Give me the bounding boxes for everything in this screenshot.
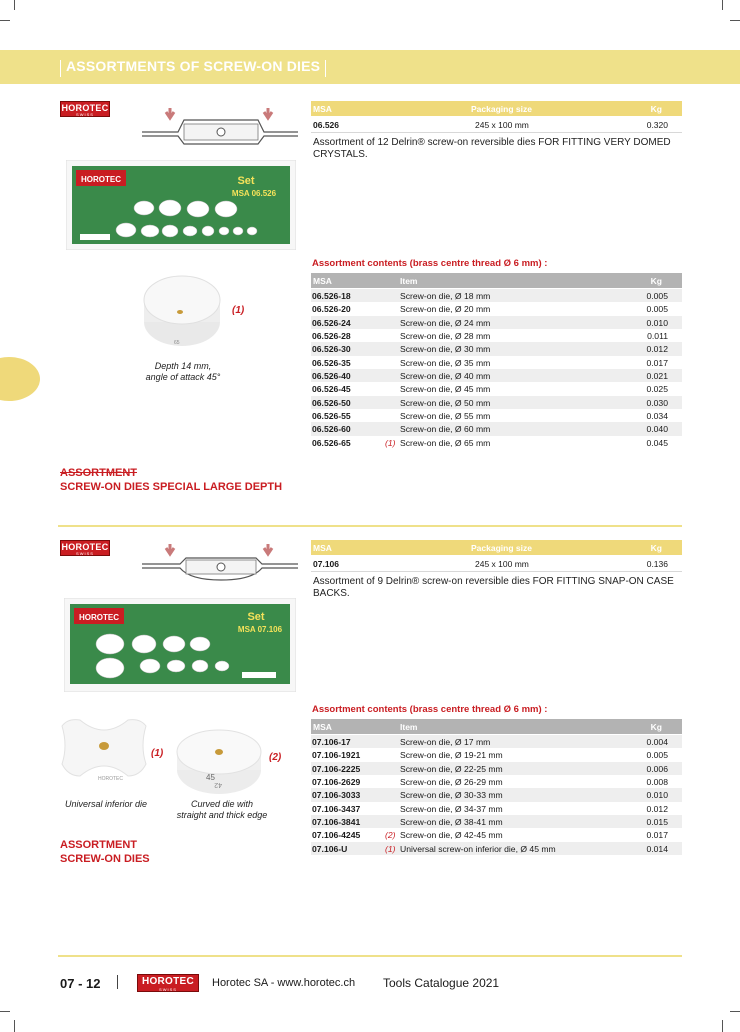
item-note: (1) <box>385 437 396 448</box>
item-description: Screw-on die, Ø 28 mm <box>400 330 491 341</box>
item-weight: 0.006 <box>646 763 668 774</box>
case-press-diagram <box>140 98 300 150</box>
footer-separator <box>117 975 118 989</box>
item-weight: 0.004 <box>646 737 668 747</box>
section-label: ASSORTMENT SCREW-ON DIES <box>60 839 150 865</box>
svg-text:45: 45 <box>206 773 215 782</box>
item-code: 07.106-17 <box>312 737 351 747</box>
item-code: 06.526-24 <box>312 317 351 328</box>
section-divider <box>58 525 682 527</box>
svg-text:MSA 07.106: MSA 07.106 <box>237 625 283 634</box>
item-description: Screw-on die, Ø 38-41 mm <box>400 816 503 827</box>
item-description: Screw-on die, Ø 60 mm <box>400 424 491 435</box>
item-code: 06.526-35 <box>312 357 351 368</box>
item-code: 06.526-18 <box>312 291 351 301</box>
item-code: 06.526-40 <box>312 370 351 381</box>
item-description: Screw-on die, Ø 30-33 mm <box>400 790 503 801</box>
item-weight: 0.011 <box>647 330 668 341</box>
item-weight: 0.045 <box>646 437 668 448</box>
item-code: 07.106-2629 <box>312 776 361 787</box>
page-number: 07 - 12 <box>60 976 101 991</box>
callout-1: (1) <box>232 305 245 316</box>
item-code: 07.106-U <box>312 843 348 854</box>
item-weight: 0.012 <box>646 344 668 355</box>
footer-catalogue: Tools Catalogue 2021 <box>383 976 500 990</box>
item-weight: 0.005 <box>646 750 668 761</box>
item-code: 07.106-1921 <box>312 750 361 761</box>
item-code: 06.526-45 <box>312 384 351 395</box>
table-row <box>311 422 682 435</box>
horotec-logo: HOROTEC SWISS <box>61 542 109 556</box>
universal-die-caption: Universal inferior die <box>64 799 148 809</box>
table-row <box>311 316 682 329</box>
item-note: (1) <box>385 843 396 854</box>
table-row <box>311 409 682 422</box>
table-row <box>311 802 682 815</box>
packaging-table-header: MSA Packaging size Kg <box>311 540 682 555</box>
crop-mark <box>0 1011 10 1012</box>
svg-text:HOROTEC: HOROTEC <box>81 175 121 184</box>
universal-inferior-die-photo <box>58 716 150 788</box>
case-press-diagram <box>140 536 300 586</box>
item-weight: 0.008 <box>646 776 668 787</box>
item-weight: 0.010 <box>646 790 668 801</box>
contents-table-header: MSA Item Kg <box>311 273 682 288</box>
footer-divider <box>58 955 682 957</box>
table-row <box>311 762 682 775</box>
svg-text:65: 65 <box>174 340 180 346</box>
table-row <box>311 369 682 382</box>
contents-title: Assortment contents (brass centre thread Ø 6 mm) : <box>312 258 548 269</box>
svg-text:Set: Set <box>247 611 265 623</box>
table-row <box>311 356 682 369</box>
header-bar <box>60 60 61 77</box>
item-code: 07.106-3437 <box>312 803 361 814</box>
item-code: 06.526-65 <box>312 437 351 448</box>
page-title: ASSORTMENTS OF SCREW-ON DIES <box>66 58 321 74</box>
item-description: Screw-on die, Ø 30 mm <box>400 344 491 355</box>
item-description: Screw-on die, Ø 18 mm <box>400 291 491 301</box>
item-weight: 0.012 <box>646 803 668 814</box>
table-row <box>311 382 682 395</box>
item-code: 07.106-4245 <box>312 830 361 841</box>
table-row <box>311 289 682 302</box>
table-row <box>311 396 682 409</box>
contents-title: Assortment contents (brass centre thread Ø 6 mm) : <box>312 704 548 715</box>
table-row <box>311 842 682 855</box>
crop-mark <box>0 20 10 21</box>
item-weight: 0.030 <box>646 397 668 408</box>
large-depth-die-photo <box>140 270 224 350</box>
contents-table-header: MSA Item Kg <box>311 719 682 734</box>
item-code: 06.526-28 <box>312 330 351 341</box>
table-row <box>311 815 682 828</box>
item-weight: 0.040 <box>646 424 668 435</box>
item-code: 06.526-20 <box>312 304 351 315</box>
curved-die-photo <box>174 726 264 796</box>
die-caption: Depth 14 mm, angle of attack 45° <box>145 361 221 382</box>
side-tab-dot <box>0 357 40 401</box>
crop-mark <box>722 0 723 10</box>
item-note: (2) <box>385 830 396 841</box>
item-description: Screw-on die, Ø 45 mm <box>400 384 491 395</box>
item-weight: 0.017 <box>646 830 668 841</box>
item-code: 07.106-2225 <box>312 763 361 774</box>
packaging-table-row: 07.106 245 x 100 mm 0.136 <box>311 556 682 572</box>
table-row <box>311 302 682 315</box>
crop-mark <box>14 1020 15 1032</box>
item-description: Screw-on die, Ø 26-29 mm <box>400 776 503 787</box>
item-weight: 0.017 <box>646 357 668 368</box>
crop-mark <box>730 1011 740 1012</box>
callout-2: (2) <box>269 752 282 763</box>
item-code: 06.526-55 <box>312 410 351 421</box>
assortment-description: Assortment of 12 Delrin® screw-on reversible dies FOR FITTING VERY DOMED CRYSTALS. <box>313 137 671 160</box>
item-description: Screw-on die, Ø 20 mm <box>400 304 491 315</box>
contents-table-body <box>311 735 682 855</box>
item-description: Universal screw-on inferior die, Ø 45 mm <box>400 843 556 854</box>
table-row <box>311 329 682 342</box>
item-description: Screw-on die, Ø 42-45 mm <box>400 830 503 841</box>
table-row <box>311 828 682 841</box>
item-description: Screw-on die, Ø 19-21 mm <box>400 750 503 761</box>
item-weight: 0.005 <box>646 304 668 315</box>
item-weight: 0.015 <box>646 816 668 827</box>
svg-text:42: 42 <box>214 781 222 788</box>
packaging-table-header: MSA Packaging size Kg <box>311 101 682 116</box>
assortment-description: Assortment of 9 Delrin® screw-on reversible dies FOR FITTING SNAP-ON CASE BACKS. <box>313 576 674 599</box>
svg-text:Set: Set <box>237 175 255 187</box>
svg-text:HOROTEC: HOROTEC <box>98 776 123 782</box>
packaging-table-row: 06.526 245 x 100 mm 0.320 <box>311 117 682 133</box>
footer-company: Horotec SA - www.horotec.ch <box>212 977 356 989</box>
item-weight: 0.025 <box>646 384 668 395</box>
item-description: Screw-on die, Ø 40 mm <box>400 370 491 381</box>
item-description: Screw-on die, Ø 22-25 mm <box>400 763 503 774</box>
item-code: 07.106-3033 <box>312 790 361 801</box>
crop-mark <box>14 0 15 10</box>
item-description: Screw-on die, Ø 35 mm <box>400 357 491 368</box>
horotec-logo: HOROTEC SWISS <box>61 103 109 117</box>
item-weight: 0.005 <box>646 291 668 301</box>
section-label: ASSORTMENT SCREW-ON DIES SPECIAL LARGE DEPTH <box>60 467 283 493</box>
item-description: Screw-on die, Ø 24 mm <box>400 317 491 328</box>
table-row <box>311 775 682 788</box>
item-weight: 0.014 <box>646 843 668 854</box>
assortment-box-photo <box>66 160 296 250</box>
table-row <box>311 436 682 449</box>
contents-table-body <box>311 289 682 449</box>
svg-text:HOROTEC: HOROTEC <box>79 613 119 622</box>
item-description: Screw-on die, Ø 17 mm <box>400 737 491 747</box>
table-row <box>311 735 682 748</box>
crop-mark <box>730 20 740 21</box>
crop-mark <box>722 1020 723 1032</box>
header-bar <box>325 60 326 77</box>
item-description: Screw-on die, Ø 65 mm <box>400 437 491 448</box>
item-code: 06.526-30 <box>312 344 351 355</box>
item-code: 07.106-3841 <box>312 816 361 827</box>
item-code: 06.526-60 <box>312 424 351 435</box>
svg-text:MSA 06.526: MSA 06.526 <box>231 189 277 198</box>
item-weight: 0.034 <box>646 410 668 421</box>
curved-die-caption: Curved die with straight and thick edge <box>176 799 268 820</box>
item-weight: 0.010 <box>646 317 668 328</box>
table-row <box>311 788 682 801</box>
assortment-box-photo <box>64 598 296 692</box>
callout-1: (1) <box>151 748 164 759</box>
table-row <box>311 748 682 761</box>
item-description: Screw-on die, Ø 55 mm <box>400 410 491 421</box>
item-description: Screw-on die, Ø 50 mm <box>400 397 491 408</box>
item-code: 06.526-50 <box>312 397 351 408</box>
item-description: Screw-on die, Ø 34-37 mm <box>400 803 503 814</box>
horotec-logo: HOROTEC SWISS <box>137 974 199 992</box>
item-weight: 0.021 <box>646 370 668 381</box>
table-row <box>311 342 682 355</box>
